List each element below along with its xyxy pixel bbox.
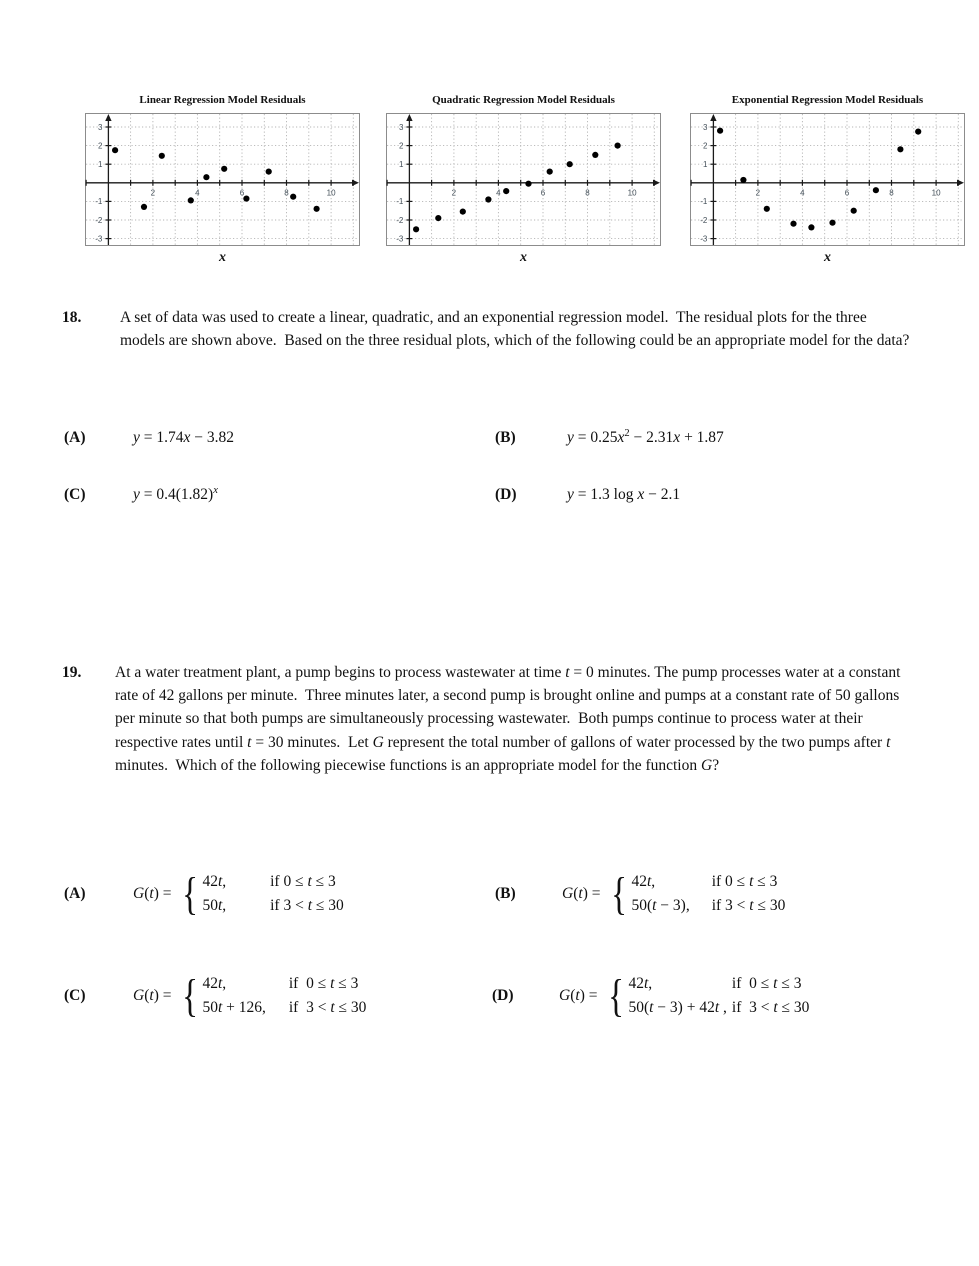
chart-title: Linear Regression Model Residuals	[139, 94, 306, 106]
scatter-plot	[386, 113, 661, 246]
question-18-number: 18.	[62, 309, 82, 326]
svg-text:8: 8	[585, 188, 590, 198]
piecewise-condition: if 0 ≤ t ≤ 3	[711, 873, 778, 890]
choice-formula: $y = 0.4(1.82)^x$	[133, 484, 218, 503]
piecewise-condition: if 3 < t ≤ 30	[288, 999, 367, 1016]
function-lhs: G(t) =	[562, 885, 605, 902]
svg-text:2: 2	[150, 188, 156, 198]
piecewise-condition: if 0 ≤ t ≤ 3	[288, 975, 359, 992]
piecewise-brace: {	[608, 970, 625, 1021]
piecewise-condition: if 0 ≤ t ≤ 3	[270, 873, 336, 890]
piecewise-cases	[628, 972, 809, 1020]
svg-text:3: 3	[97, 122, 103, 132]
svg-text:10: 10	[627, 188, 637, 198]
chart-title: Exponential Regression Model Residuals	[731, 94, 924, 106]
svg-text:10: 10	[931, 188, 941, 198]
quadratic-residuals-chart	[386, 90, 661, 266]
svg-text:4: 4	[195, 188, 200, 198]
svg-text:8: 8	[284, 188, 289, 198]
svg-text:3: 3	[398, 122, 404, 132]
svg-text:-3: -3	[700, 234, 708, 244]
choice-formula: y = 1.3 log x − 2.1	[567, 486, 681, 503]
exponential-residuals-chart	[690, 90, 965, 266]
choice-19-D	[492, 971, 809, 1021]
svg-text:-1: -1	[396, 197, 404, 207]
choice-label: (C)	[64, 987, 86, 1004]
choice-18-B	[495, 426, 724, 449]
choice-18-A	[64, 426, 234, 449]
svg-text:6: 6	[540, 188, 546, 198]
piecewise-expression: 50t,	[202, 897, 227, 914]
choice-formula: y = 1.74x − 3.82	[133, 429, 235, 446]
svg-text:6: 6	[239, 188, 245, 198]
choice-formula: $y = 0.25x^2 - 2.31x + 1.87$	[567, 427, 724, 446]
choice-19-A	[64, 869, 344, 919]
svg-text:6: 6	[844, 188, 850, 198]
choice-18-D	[495, 483, 680, 506]
question-19-text: At a water treatment plant, a pump begins to process wastewater at time t = 0 minutes. The pump processes water at a constant rate of 42 gallons per minute. Three minutes later, a second pump is brought online and pumps at a constant rate of 50 gallons per minute so that both pumps are simultaneously processing wastewater. Both pumps continue to process water at their respective rates until t = 30 minutes. Let G represent the total number of gallons of water processed by the two pumps after t minutes. Which of the following piecewise functions is an appropriate model for the function G?	[115, 664, 905, 774]
piecewise-brace: {	[611, 868, 628, 919]
piecewise-expression: 42t,	[202, 975, 227, 992]
choice-label: (D)	[495, 486, 517, 503]
svg-text:2: 2	[702, 141, 708, 151]
scatter-plot	[690, 113, 965, 246]
svg-text:1: 1	[702, 160, 708, 169]
svg-text:8: 8	[889, 188, 894, 198]
svg-text:-2: -2	[95, 215, 103, 225]
piecewise-expression: 50t + 126,	[202, 999, 266, 1016]
svg-text:1: 1	[97, 160, 103, 169]
svg-text:-2: -2	[700, 215, 708, 225]
x-axis-label: x	[520, 250, 527, 265]
choice-label: (A)	[64, 429, 86, 446]
piecewise-condition: if 3 < t ≤ 30	[731, 999, 810, 1016]
svg-text:-3: -3	[95, 234, 103, 244]
question-18-text: A set of data was used to create a linear, quadratic, and an exponential regression model. The residual plots for the three models are shown above. Based on the three residual plots, which of the following could be an appropriate model for the data?	[120, 309, 910, 350]
svg-text:1: 1	[398, 160, 404, 169]
svg-text:-1: -1	[95, 197, 103, 207]
piecewise-expression: 50(t − 3),	[631, 897, 690, 914]
piecewise-cases	[202, 972, 366, 1020]
svg-text:-1: -1	[700, 197, 708, 207]
piecewise-expression: 42t,	[631, 873, 656, 890]
function-lhs: G(t) =	[559, 987, 602, 1004]
x-axis-label: x	[219, 250, 226, 265]
svg-text:2: 2	[398, 141, 404, 151]
piecewise-brace: {	[182, 868, 199, 919]
linear-residuals-chart	[85, 90, 360, 266]
svg-text:10: 10	[326, 188, 336, 198]
piecewise-expression: 50(t − 3) + 42t ,	[628, 999, 727, 1016]
x-axis-label: x	[824, 250, 831, 265]
svg-text:2: 2	[97, 141, 103, 151]
svg-text:2: 2	[755, 188, 761, 198]
chart-title: Quadratic Regression Model Residuals	[432, 94, 615, 106]
piecewise-cases	[631, 870, 785, 918]
choice-label: (B)	[495, 429, 516, 446]
piecewise-condition: if 3 < t ≤ 30	[270, 897, 344, 914]
choice-label: (B)	[495, 885, 516, 902]
choice-18-C	[64, 483, 218, 506]
scatter-plot	[85, 113, 360, 246]
svg-text:-2: -2	[396, 215, 404, 225]
svg-text:3: 3	[702, 122, 708, 132]
svg-text:2: 2	[451, 188, 457, 198]
question-19-number: 19.	[62, 664, 82, 681]
choice-label: (A)	[64, 885, 86, 902]
svg-text:4: 4	[800, 188, 805, 198]
piecewise-cases	[202, 870, 343, 918]
choice-label: (C)	[64, 486, 86, 503]
choice-19-B	[495, 869, 785, 919]
function-lhs: G(t) =	[133, 987, 176, 1004]
choice-label: (D)	[492, 987, 514, 1004]
piecewise-brace: {	[182, 970, 199, 1021]
choice-19-C	[64, 971, 366, 1021]
piecewise-expression: 42t,	[202, 873, 227, 890]
svg-text:-3: -3	[396, 234, 404, 244]
piecewise-condition: if 0 ≤ t ≤ 3	[731, 975, 802, 992]
svg-text:4: 4	[496, 188, 501, 198]
function-lhs: G(t) =	[133, 885, 176, 902]
piecewise-condition: if 3 < t ≤ 30	[711, 897, 786, 914]
piecewise-expression: 42t,	[628, 975, 653, 992]
